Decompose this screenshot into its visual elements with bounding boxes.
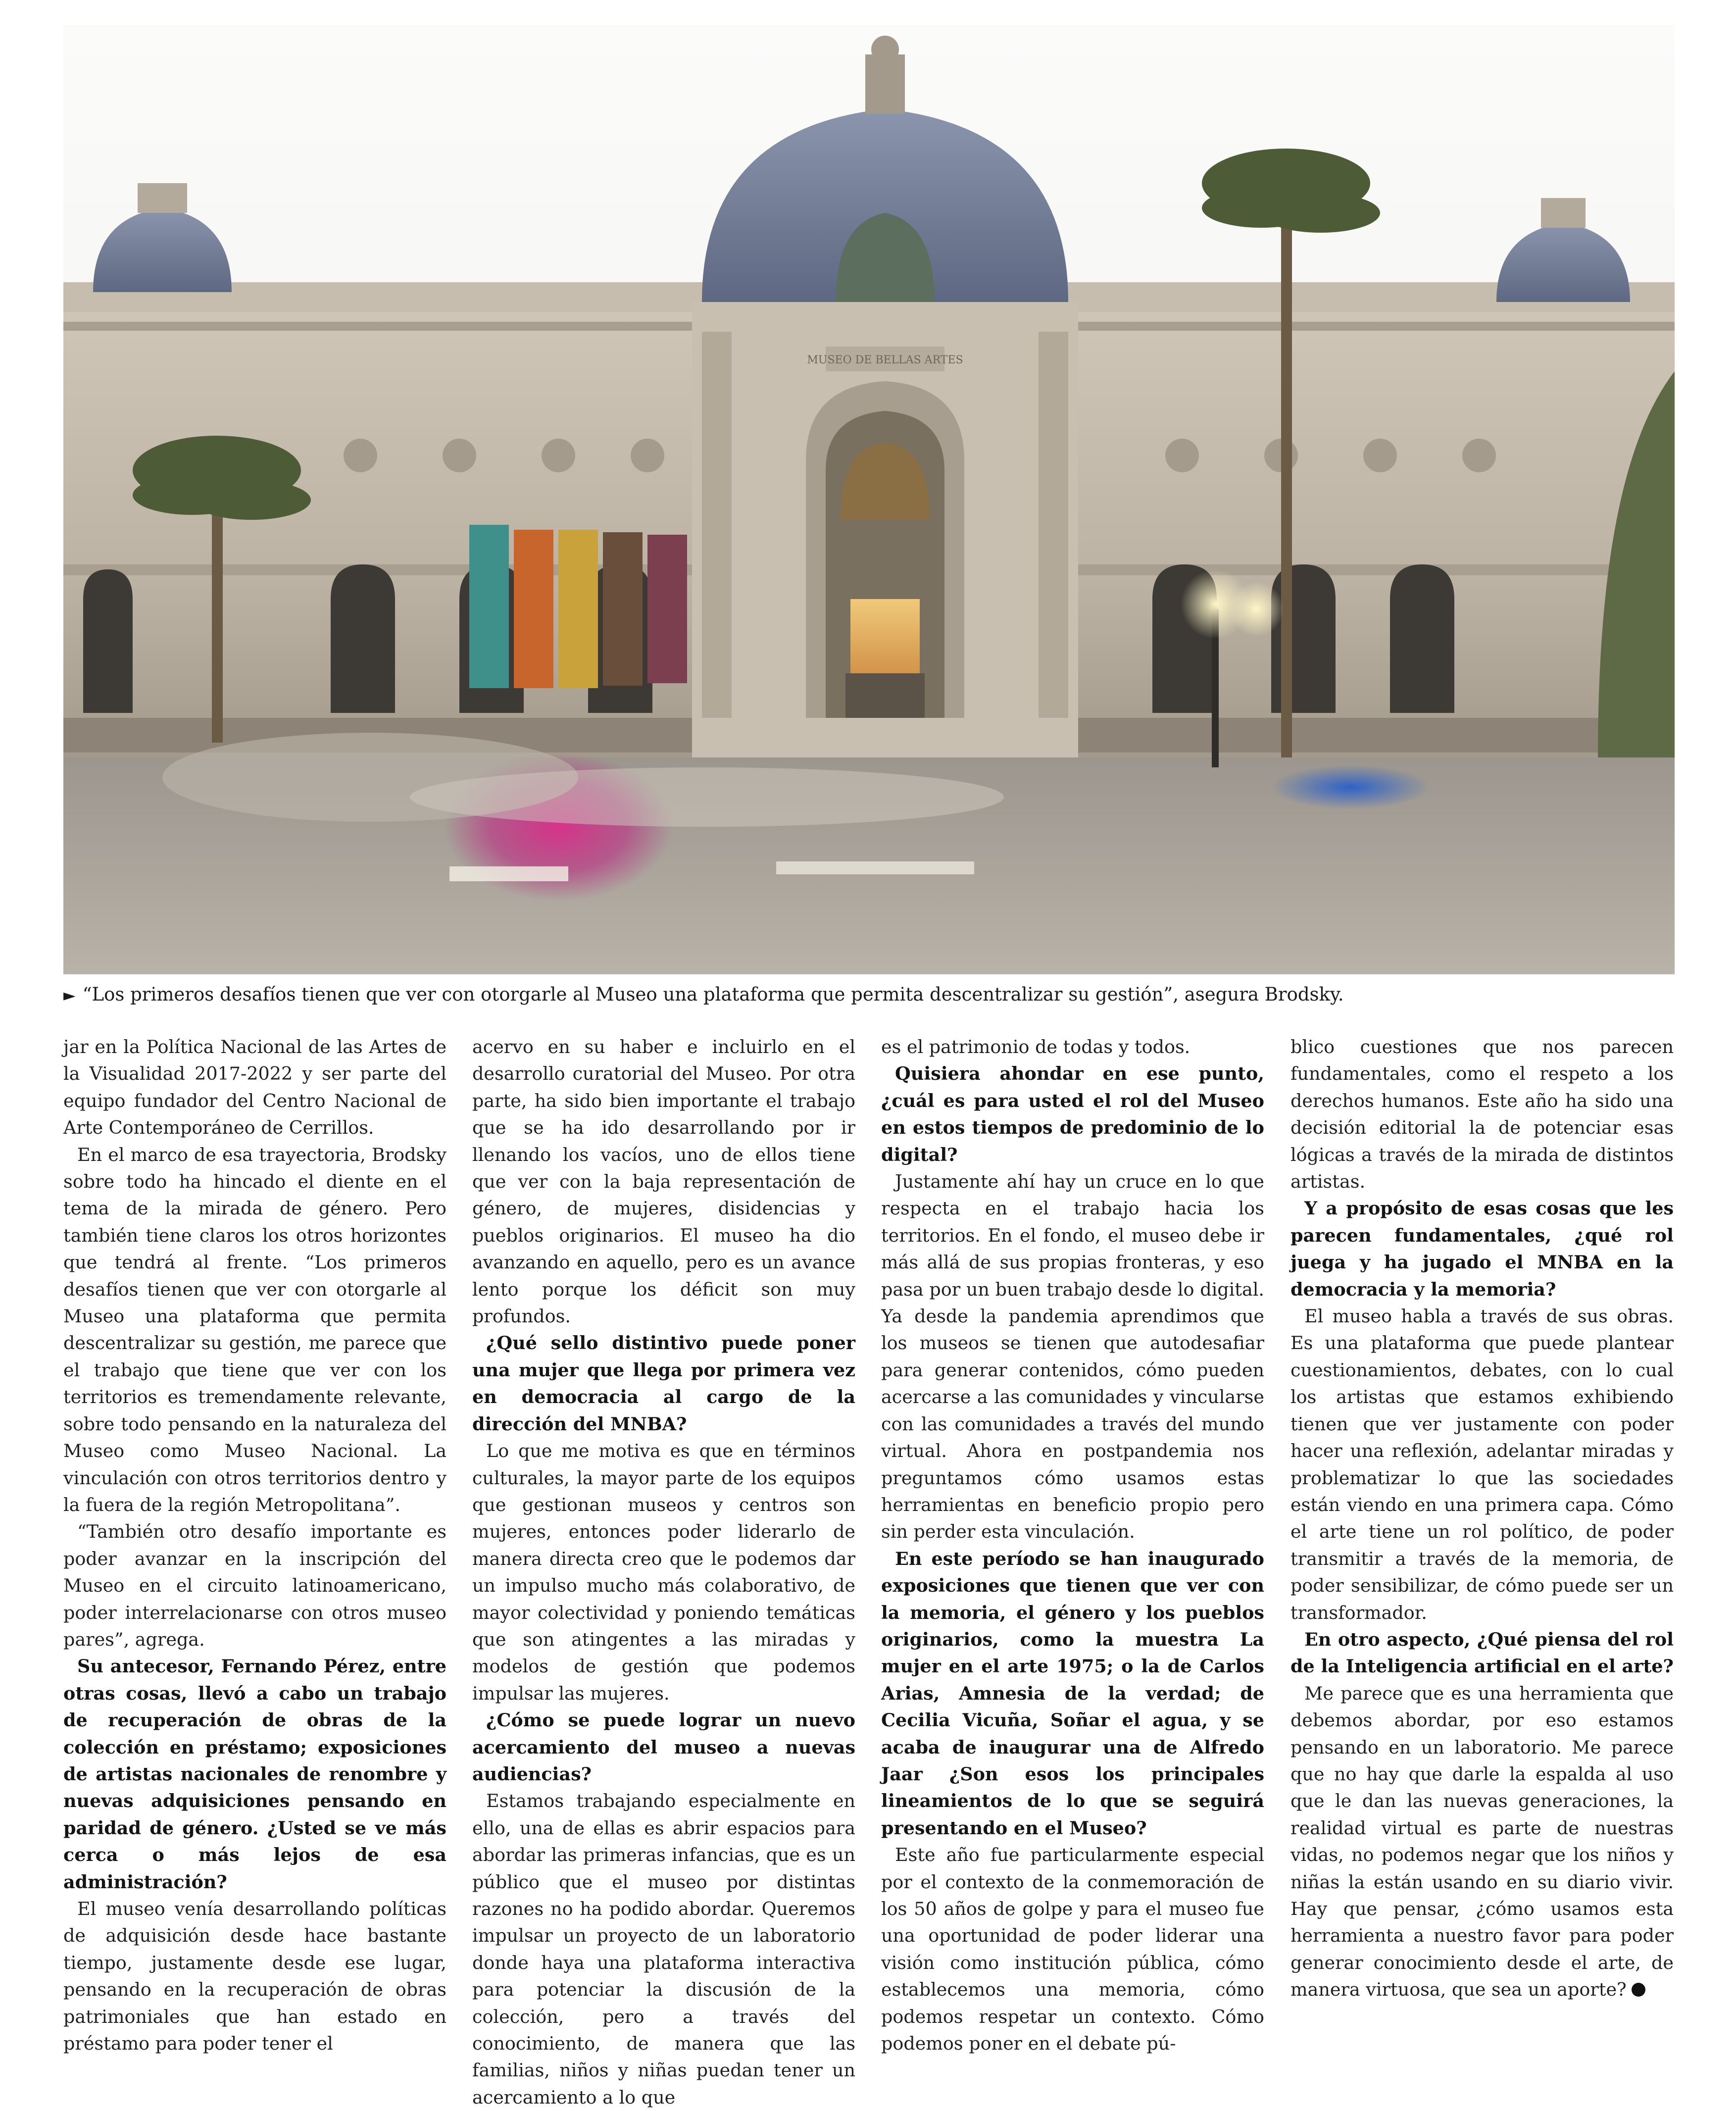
article-body: [63, 1034, 1675, 2108]
end-of-article-icon: [1632, 1983, 1645, 1997]
paragraph: Justamente ahí hay un cruce en lo que respecta en el trabajo hacia los territorios. En el fondo, el museo debe ir más allá de sus propias fronteras, y eso pasa por un buen trabajo desde lo digital. Ya desde la pandemia aprendimos que los museos se tienen que autodesafiar para generar contenidos, cómo pueden acercarse a las comunidades y vincularse con las comunidades a través del mundo virtual. Ahora en postpandemia nos preguntamos cómo usamos estas herramientas en beneficio propio pero sin perder esta vinculación.: [881, 1171, 1264, 1543]
paragraph: jar en la Política Nacional de las Artes de la Visualidad 2017-2022 y ser parte del equipo fundador del Centro Nacional de Arte Contemporáneo de Cerrillos.: [63, 1036, 446, 1139]
column-2: [472, 1034, 855, 2111]
interview-question: En este período se han inaugurado exposiciones que tienen que ver con la memoria, el género y los pueblos originarios, como la muestra La mujer en el arte 1975; o la de Carlos Arias, Amnesia de la verdad; de Cecilia Vicuña, Soñar el agua, y se acaba de inaugurar una de Alfredo Jaar ¿Son esos los principales lineamientos de lo que se seguirá presentando en el Museo?: [881, 1548, 1264, 1839]
interview-question: Quisiera ahondar en ese punto, ¿cuál es para usted el rol del Museo en estos tiempos de predominio de lo digital?: [881, 1063, 1264, 1165]
caption-arrow-icon: ►: [63, 986, 76, 1005]
facade-inscription: MUSEO DE BELLAS ARTES: [807, 354, 963, 366]
column-4: [1290, 1034, 1674, 2004]
paragraph: Lo que me motiva es que en términos culturales, la mayor parte de los equipos que gestionan museos y centros son mujeres, entonces poder liderarlo de manera directa creo que le podemos dar un impulso mucho más colaborativo, de mayor colectividad y poniendo temáticas que son atingentes a las miradas y modelos de gestión que podemos impulsar las mujeres.: [472, 1440, 855, 1704]
interview-question: Y a propósito de esas cosas que les parecen fundamentales, ¿qué rol juega y ha jugado el MNBA en la democracia y la memoria?: [1290, 1198, 1674, 1300]
paragraph: Este año fue particularmente especial por el contexto de la conmemoración de los 50 años de golpe y para el museo fue una oportunidad de poder liderar una visión como institución pública, cómo establecemos una memoria, cómo podemos respetar un contexto. Cómo podemos poner en el debate pú-: [881, 1844, 1264, 2055]
paragraph: En el marco de esa trayectoria, Brodsky sobre todo ha hincado el diente en el tema de la mirada de género. Pero también tiene claros los otros horizontes que tendrá al frente. “Los primeros desafíos tienen que ver con otorgarle al Museo una plataforma que permita descentralizar su gestión, me parece que el trabajo que tiene que ver con los territorios es tremendamente relevante, sobre todo pensando en la naturaleza del Museo como Museo Nacional. La vinculación con otros territorios dentro y la fuera de la región Metropolitana”.: [63, 1144, 446, 1515]
paragraph: blico cuestiones que nos parecen fundamentales, como el respeto a los derechos humanos. Este año ha sido una decisión editorial la de potenciar esas lógicas a través de la mirada de distintos artistas.: [1290, 1036, 1674, 1193]
interview-question: En otro aspecto, ¿Qué piensa del rol de la Inteligencia artificial en el arte?: [1290, 1628, 1674, 1677]
paragraph: acervo en su haber e incluirlo en el desarrollo curatorial del Museo. Por otra parte, ha sido bien importante el trabajo que se ha ido desarrollando por ir llenando los vacíos, uno de ellos tiene que ver con la baja representación de género, de mujeres, disidencias y pueblos originarios. El museo ha dio avanzando en aquello, pero es un avance lento porque los déficit son muy profundos.: [472, 1036, 855, 1327]
paragraph: es el patrimonio de todas y todos.: [881, 1036, 1190, 1057]
photo-caption: [63, 983, 1675, 1007]
interview-question: ¿Cómo se puede lograr un nuevo acercamiento del museo a nuevas audiencias?: [472, 1709, 855, 1785]
paragraph: El museo venía desarrollando políticas de adquisición desde hace bastante tiempo, justamente desde ese lugar, pensando en la recuperación de obras patrimoniales que han estado en préstamo para poder tener el: [63, 1898, 446, 2055]
paragraph: “También otro desafío importante es poder avanzar en la inscripción del Museo en el circuito latinoamericano, poder interrelacionarse con otros museo pares”, agrega.: [63, 1521, 446, 1650]
column-1: [63, 1034, 446, 2057]
column-3: [881, 1034, 1264, 2057]
paragraph: Estamos trabajando especialmente en ello, una de ellas es abrir espacios para abordar las primeras infancias, que es un público que el museo por distintas razones no ha podido abordar. Queremos impulsar un proyecto de un laboratorio donde haya una plataforma interactiva para potenciar la discusión de la colección, pero a través del conocimiento, de manera que las familias, niños y niñas puedan tener un acercamiento a lo que: [472, 1790, 855, 2108]
paragraph: [1290, 1680, 1674, 2004]
interview-question: ¿Qué sello distintivo puede poner una mujer que llega por primera vez en democracia al cargo de la dirección del MNBA?: [472, 1332, 855, 1435]
museum-photo: [63, 25, 1675, 974]
caption-text: “Los primeros desafíos tienen que ver con otorgarle al Museo una plataforma que permita descentralizar su gestión”, asegura Brodsky.: [82, 984, 1344, 1005]
paragraph: El museo habla a través de sus obras. Es una plataforma que puede plantear cuestionamientos, debates, con lo cual los artistas que estamos exhibiendo tienen que ver justamente con poder hacer una reflexión, adelantar miradas y problematizar lo que las sociedades están viendo en una primera capa. Cómo el arte tiene un rol político, de poder transmitir a través de la memoria, de poder sensibilizar, de cómo puede ser un transformador.: [1290, 1306, 1674, 1623]
interview-question: Su antecesor, Fernando Pérez, entre otras cosas, llevó a cabo un trabajo de recuperación de obras de la colección en préstamo; exposiciones de artistas nacionales de renombre y nuevas adquisiciones pensando en paridad de género. ¿Usted se ve más cerca o más lejos de esa administración?: [63, 1656, 446, 1893]
closing-paragraph-text: Me parece que es una herramienta que debemos abordar, por eso estamos pensando en un laboratorio. Me parece que no hay que darle la espalda al uso que le dan las nuevas generaciones, la realidad virtual es parte de nuestras vidas, no podemos negar que los niños y niñas la están usando en su diario vivir. Hay que pensar, ¿cómo usamos esta herramienta a nuestro favor para poder generar conocimiento desde el arte, de manera virtuosa, que sea un aporte?: [1290, 1682, 1674, 2001]
